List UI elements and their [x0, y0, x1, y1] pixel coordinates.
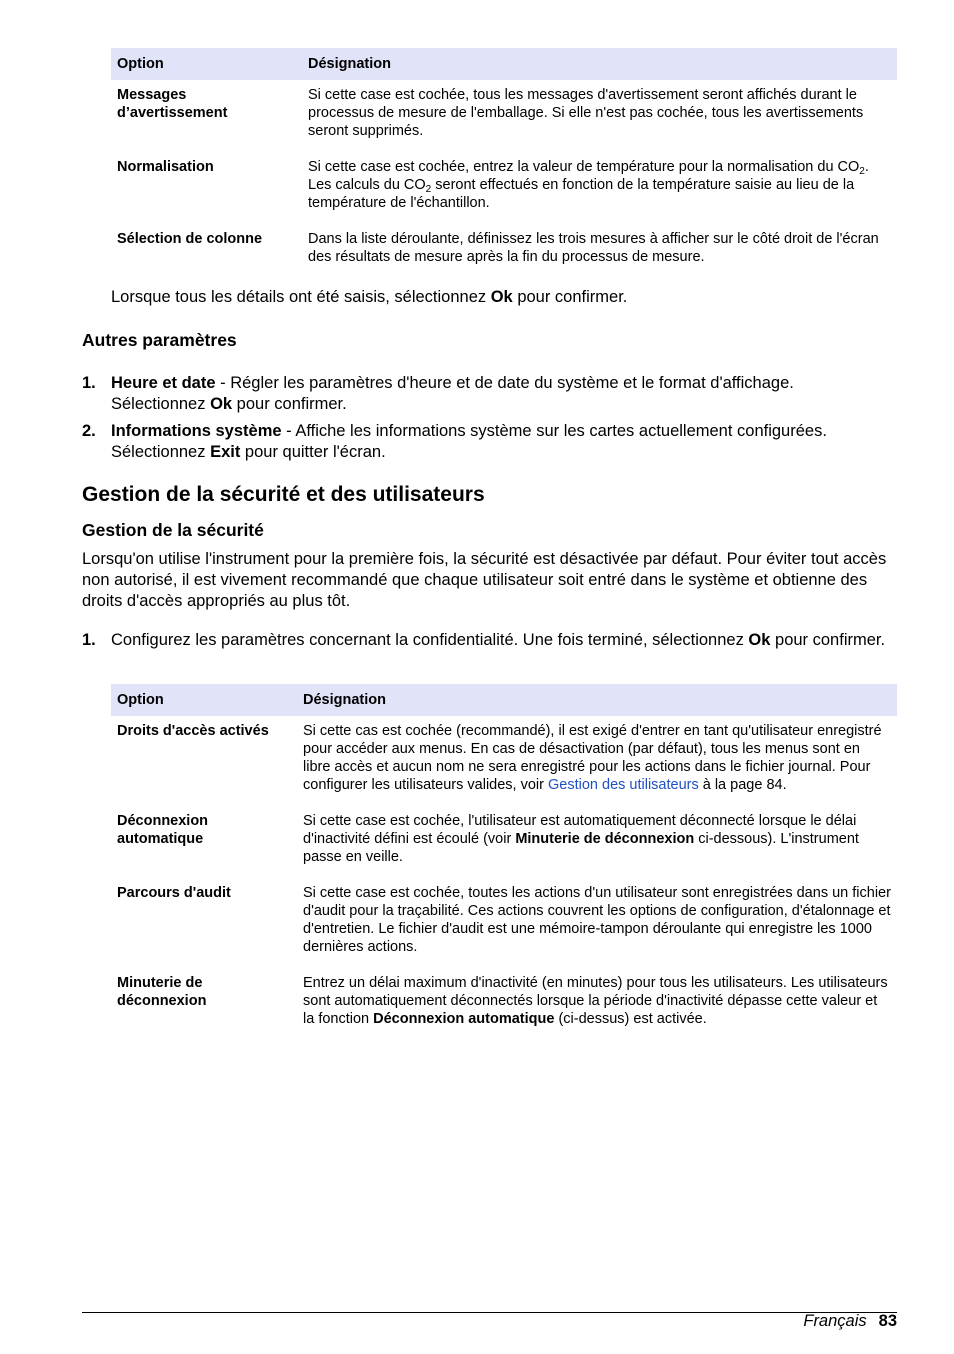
- option-name: Parcours d'audit: [117, 885, 231, 901]
- option-description: Si cette case est cochée, toutes les actions d'un utilisateur sont enregistrées dans un fichier d'audit pour la traçabilité. Ces actions couvrent les options de configuration, d'étalonnage et d'entretien. Le fichier d'audit est une mémoire-tampon déroulante qui enregistre les 1000 dernières actions.: [303, 885, 891, 955]
- option-name: Messages d’avertissement: [117, 87, 228, 121]
- option-description: Si cette case est cochée, l'utilisateur est automatiquement déconnecté lorsque le délai d'inactivité défini est écoulé (voir Minuterie de déconnexion ci-dessous). L'instrument passe en veille.: [303, 813, 859, 865]
- table-header-row: [111, 48, 897, 80]
- option-description: Si cette case est cochée, tous les messages d'avertissement seront affichés durant le processus de mesure de l'emballage. Si elle n'est pas cochée, tous les avertissements seront supprimés.: [308, 87, 864, 139]
- list-item: 1. Heure et date - Régler les paramètres d'heure et de date du système et le format d'affichage. Sélectionnez Ok pour confirmer.: [82, 374, 794, 413]
- options-table-2: [111, 684, 897, 1040]
- list-item: 2. Informations système - Affiche les informations système sur les cartes actuellement configurées. Sélectionnez Exit pour quitter l'écran.: [82, 422, 827, 461]
- list-item: 1. Configurez les paramètres concernant la confidentialité. Une fois terminé, sélectionnez Ok pour confirmer.: [82, 631, 886, 649]
- header-designation: Désignation: [302, 48, 897, 80]
- option-name: Droits d'accès activés: [117, 723, 269, 739]
- confirm-paragraph: Lorsque tous les détails ont été saisis, sélectionnez Ok pour confirmer.: [111, 288, 628, 306]
- table-header-row: [111, 684, 897, 716]
- header-option: Option: [111, 684, 297, 716]
- option-name: Sélection de colonne: [117, 231, 263, 247]
- option-description: Entrez un délai maximum d'inactivité (en minutes) pour tous les utilisateurs. Les utilisateurs sont automatiquement déconnectés lorsque la période d'inactivité dépasse cette valeur et la fonction Déconnexion automatique (ci-dessus) est activée.: [303, 975, 888, 1027]
- option-description: Si cette cas est cochée (recommandé), il est exigé d'entrer en tant qu'utilisateur enregistré pour accéder aux menus. En cas de désactivation (par défaut), tous les menus sont en libre accès et aucun nom ne sera enregistré pour les actions dans le fichier journal. Pour configurer les utilisateurs valides, voir Gestion des utilisateurs à la page 84.: [303, 723, 882, 793]
- option-name: Minuterie de déconnexion: [117, 975, 207, 1009]
- option-description: Dans la liste déroulante, définissez les trois mesures à afficher sur le côté droit de l'écran des résultats de mesure après la fin du processus de mesure.: [308, 231, 879, 265]
- table-row: [111, 716, 897, 806]
- footer-language: Français: [803, 1312, 867, 1330]
- page-number: 83: [878, 1312, 897, 1330]
- section-subtitle: Gestion de la sécurité: [82, 520, 264, 540]
- table-row: [111, 968, 897, 1040]
- intro-paragraph: Lorsqu'on utilise l'instrument pour la première fois, la sécurité est désactivée par défaut. Pour éviter tout accès non autorisé, il est vivement recommandé que chaque utilisateur soit entré dans le système et obtienne des droits d'accès appropriés au plus tôt.: [82, 550, 887, 610]
- table-row: [111, 806, 897, 878]
- table-row: [111, 80, 897, 152]
- options-table-1: [111, 48, 897, 278]
- option-name: Déconnexion automatique: [117, 813, 209, 847]
- table-row: [111, 878, 897, 968]
- section-title: Gestion de la sécurité et des utilisateurs: [82, 483, 485, 506]
- header-option: Option: [111, 48, 302, 80]
- security-steps-list: [82, 630, 897, 657]
- option-name: Normalisation: [117, 159, 214, 175]
- autres-steps-list: [82, 373, 882, 469]
- gestion-utilisateurs-link[interactable]: Gestion des utilisateurs: [548, 777, 699, 793]
- page-footer: [803, 1312, 897, 1331]
- footer-rule: [82, 1312, 897, 1313]
- table-row: [111, 224, 897, 278]
- option-description: Si cette case est cochée, entrez la valeur de température pour la normalisation du $CO_2$. Les calculs du $CO_2$ seront effectués en fonction de la température saisie au lieu de la température de l'échantillon.: [308, 159, 869, 211]
- header-designation: Désignation: [297, 684, 897, 716]
- autres-parametres-heading: Autres paramètres: [82, 330, 237, 350]
- table-row: [111, 152, 897, 224]
